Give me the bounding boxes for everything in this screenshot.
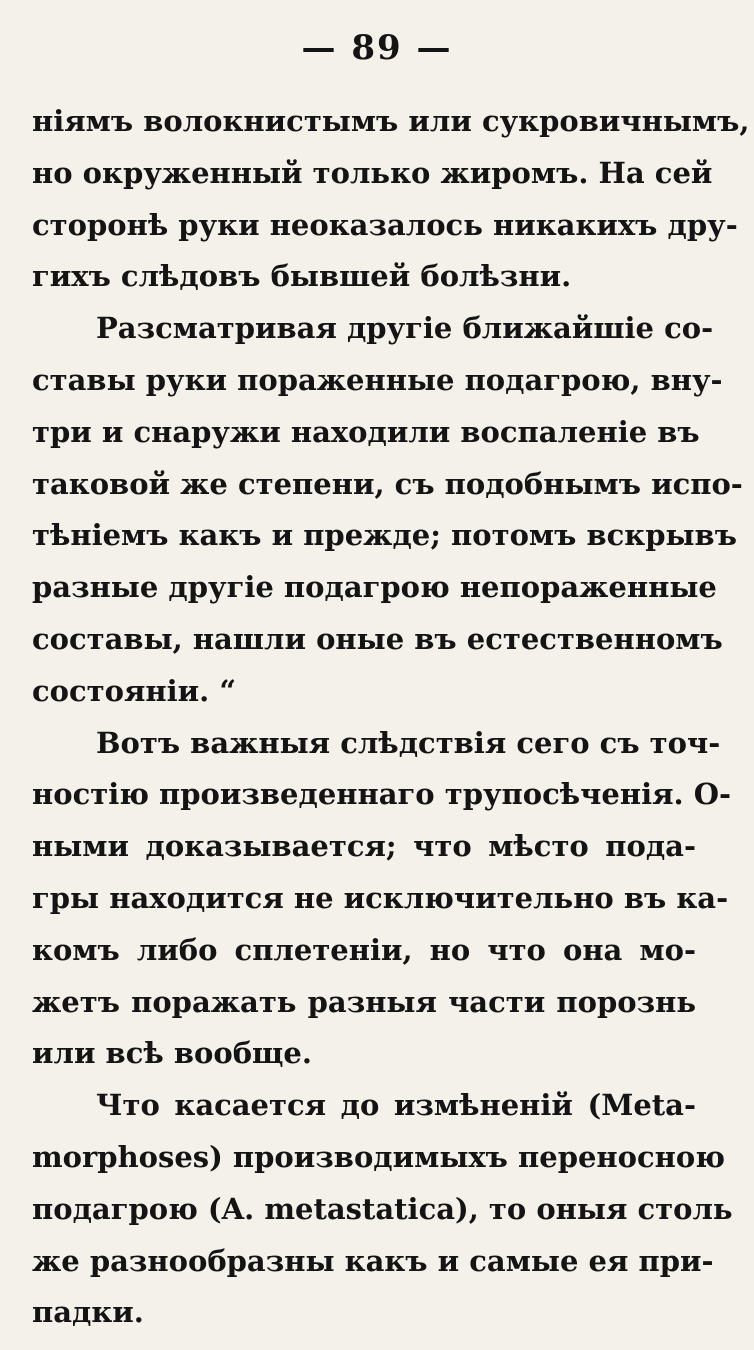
- text-line: комъ либо сплетеніи, но что она мо-: [32, 932, 696, 967]
- text-line: ніямъ волокнистымъ или сукровичнымъ,: [32, 104, 750, 138]
- text-line: тѣніемъ какъ и прежде; потомъ вскрывъ: [32, 518, 737, 553]
- text-line: ставы руки пораженные подагрою, вну-: [32, 362, 723, 397]
- body-text: [32, 96, 750, 1339]
- text-line: падки.: [32, 1295, 144, 1330]
- text-line: но окруженный только жиромъ. На сей: [32, 155, 713, 190]
- text-line: или всѣ вообще.: [32, 1036, 312, 1071]
- text-line: подагрою (A. metastatica), то оныя столь: [32, 1191, 733, 1226]
- page-number: — 89 —: [301, 28, 453, 68]
- text-line: же разнообразны какъ и самые ея при-: [32, 1243, 714, 1278]
- text-line: жетъ поражать разныя части порознь: [32, 984, 696, 1019]
- paragraph-4: [32, 1080, 733, 1339]
- text-line: разные другіе подагрою непораженные: [32, 570, 717, 605]
- text-line: morphoses) производимыхъ переносною: [32, 1139, 725, 1174]
- text-line: Вотъ важныя слѣдствія сего съ точ-: [96, 725, 721, 760]
- text-line: гихъ слѣдовъ бывшей болѣзни.: [32, 259, 572, 294]
- text-line: три и снаружи находили воспаленіе въ: [32, 414, 700, 449]
- text-line: составы, нашли оные въ естественномъ: [32, 621, 723, 656]
- paragraph-3: [32, 718, 732, 1081]
- text-line: Что касается до измѣненій (Meta-: [96, 1088, 696, 1123]
- text-line: состояніи. “: [32, 673, 237, 708]
- text-line: ностію произведеннаго трупосѣченія. О-: [32, 777, 732, 812]
- paragraph-2: [32, 303, 743, 717]
- paragraph-1: [32, 96, 750, 303]
- text-line: гры находится не исключительно въ ка-: [32, 880, 729, 915]
- text-line: таковой же степени, съ подобнымъ испо-: [32, 466, 743, 501]
- text-line: ными доказывается; что мѣсто пода-: [32, 829, 696, 864]
- text-line: сторонѣ руки неоказалось никакихъ дру-: [32, 207, 738, 242]
- text-line: Разсматривая другіе ближайшіе со-: [96, 311, 714, 346]
